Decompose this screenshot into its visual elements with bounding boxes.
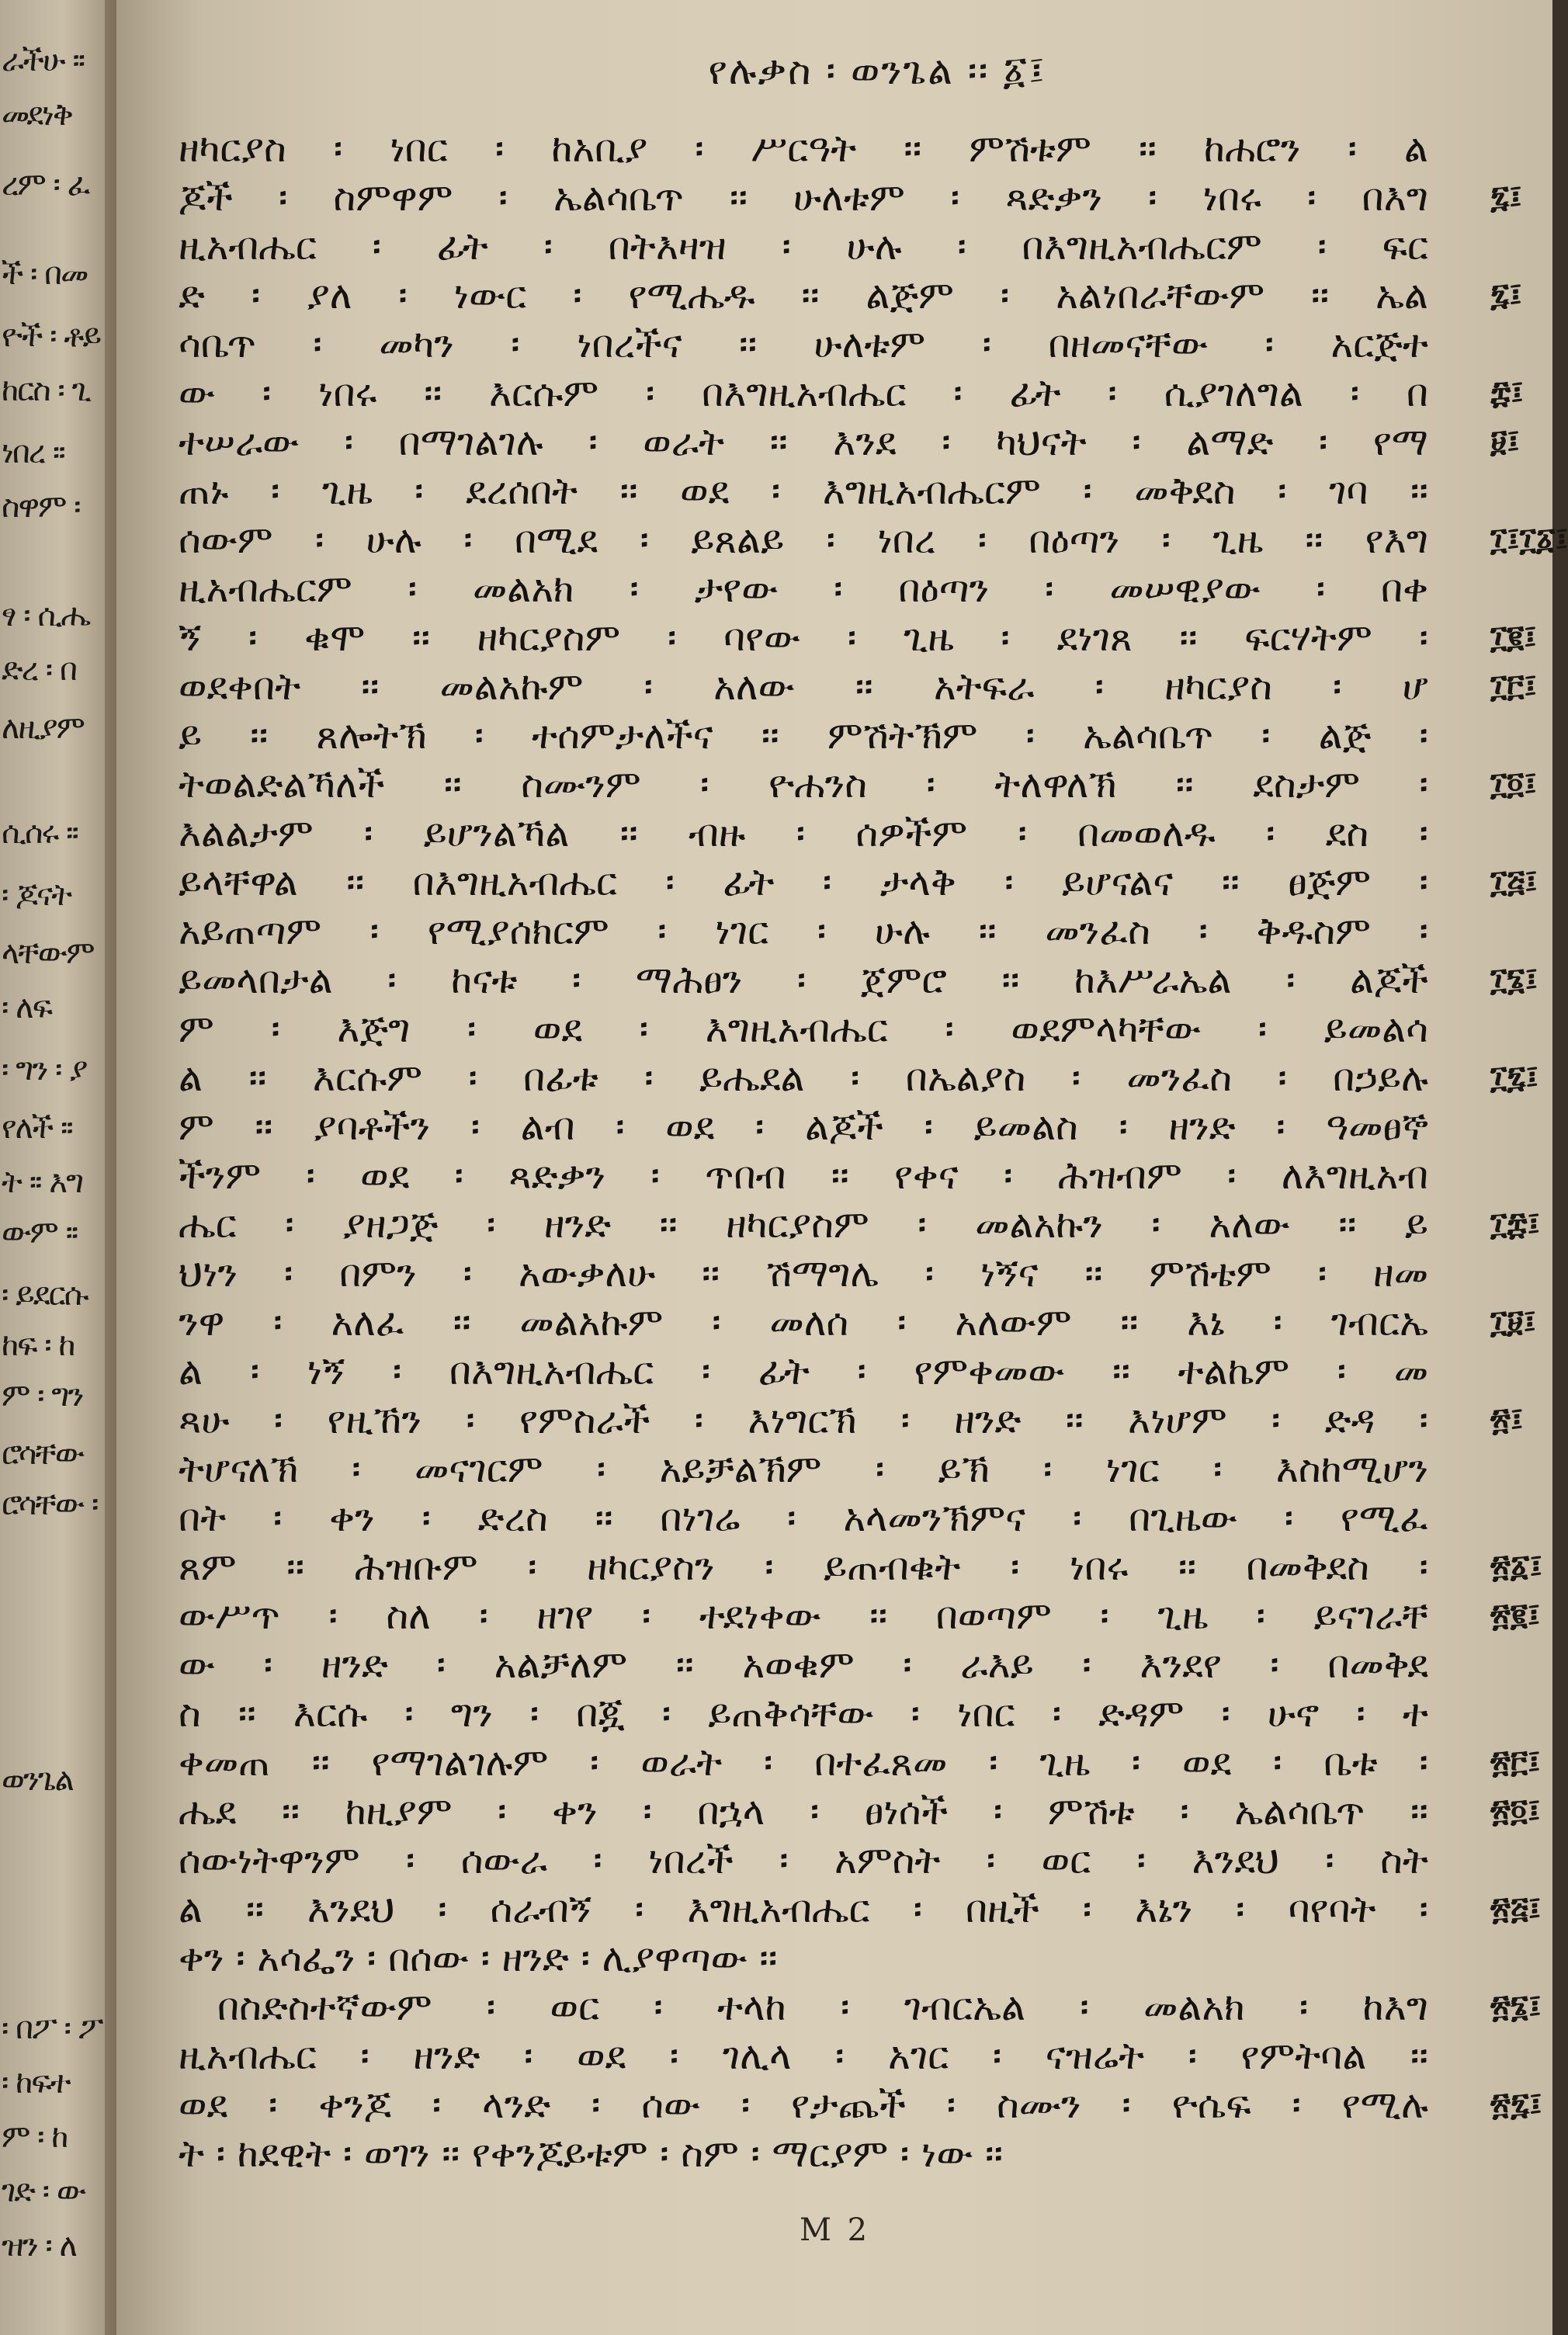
verse-number: ፲፪፤ [1490,619,1537,655]
verse-number: ፲፯፤ [1490,1060,1539,1095]
verse-number: ፯፤ [1490,277,1522,313]
facing-page-fragment: ም ፡ ግን [2,1378,83,1414]
verse-number: ፲፱፤ [1490,1304,1536,1340]
text-line: ሳቤጥ ፡ መካን ፡ ነበረችና ፡፡ ሁለቱም ፡ በዘመናቸው ፡ አርጅተ [179,322,1428,366]
facing-page-fragment: ረም ፡ ፈ [2,167,89,203]
verse-number: ፳፬፤ [1490,1793,1541,1829]
text-line: ጸም ፡፡ ሕዝቡም ፡ ዘካርያስን ፡ ይጠብቁት ፡ ነበሩ ፡፡ በመቅደስ ፡ [179,1545,1428,1589]
facing-page-fragment: ለዚያም [2,710,84,746]
facing-page-fragment: ራችሁ ፡፡ [2,43,85,78]
verse-number: ፲፫፤ [1490,668,1537,704]
text-line: ሰውም ፡ ሁሉ ፡ በሚደ ፡ ይጸልይ ፡ ነበረ ፡ በዕጣን ፡ ጊዜ ፡፡ የእግ [179,518,1428,562]
text-line: ል ፡፡ እንደህ ፡ ሰራብኝ ፡ እግዚአብሔር ፡ በዚች ፡ እኔን ፡ ባየባት ፡ [179,1887,1428,1931]
text-line: ችንም ፡ ወደ ፡ ጻድቃን ፡ ጥበብ ፡፡ የቀና ፡ ሕዝብም ፡ ለእግዚአብ [179,1154,1428,1198]
text-line: ተሠራው ፡ በማገልገሉ ፡ ወራት ፡፡ እንደ ፡ ካህናት ፡ ልማድ ፡ የማ [179,420,1428,464]
facing-page-fragment: ድረ ፡ በ [2,652,76,688]
text-line: ል ፡፡ እርሱም ፡ በፊቱ ፡ ይሔደል ፡ በኤልያስ ፡ መንፈስ ፡ በኃይሉ [179,1056,1428,1100]
text-line: ይ ፡፡ ጸሎትኽ ፡ ተሰምታለችና ፡፡ ምሽትኽም ፡ ኤልሳቤጥ ፡ ልጅ ፡ [179,713,1428,758]
facing-page-fragment: ት ፡፡ እግ [2,1164,83,1200]
verse-number: ፳፯፤ [1490,2087,1542,2122]
facing-page-fragment: ዮች ፡ ቶይ [2,318,101,354]
verse-number: ፳፮፤ [1490,1989,1542,2024]
text-line: ም ፡ እጅግ ፡ ወደ ፡ እግዚአብሔር ፡ ወደምላካቸው ፡ ይመልሳ [179,1007,1428,1051]
facing-page-fragment: ከርስ ፡ ጊ [2,373,91,408]
text-line: ሔር ፡ ያዘጋጅ ፡ ዘንድ ፡፡ ዘካርያስም ፡ መልአኩን ፡ አለው ፡፡ ይ [179,1202,1428,1247]
text-line: ው ፡ ነበሩ ፡፡ እርሱም ፡ በእግዚአብሔር ፡ ፊት ፡ ሲያገለግል ፡ በ [179,371,1428,415]
facing-page-fragment: ፡ ጆናት [2,877,71,913]
text-line: ሰውነትዋንም ፡ ሰውራ ፡ ነበረች ፡ አምስት ፡ ወር ፡ እንደህ ፡ ስት [179,1838,1428,1882]
text-line: ጠኑ ፡ ጊዜ ፡ ደረሰበት ፡፡ ወደ ፡ እግዚአብሔርም ፡ መቅደስ ፡ ገባ ፡፡ [179,469,1428,513]
text-line: እልልታም ፡ ይሆንልኻል ፡፡ ብዙ ፡ ሰዎችም ፡ በመወለዱ ፡ ደስ ፡ [179,811,1428,855]
facing-page-fragment: ሮሳቸው [2,1436,84,1472]
facing-page-fragment: ነበረ ፡፡ [2,435,64,470]
verse-number: ፳፩፤ [1490,1549,1542,1584]
verse-number: ፳፪፤ [1490,1598,1541,1633]
text-line: በስድስተኛውም ፡ ወር ፡ ተላከ ፡ ገብርኤል ፡ መልአክ ፡ ከእግ [217,1985,1428,2029]
facing-page-fragment: ላቸውም [2,935,94,971]
facing-page-fragment: ከፍ ፡ ከ [2,1327,75,1363]
text-line: ይላቸዋል ፡፡ በእግዚአብሔር ፡ ፊት ፡ ታላቅ ፡ ይሆናልና ፡፡ ፀጅም ፡ [179,860,1428,904]
verse-number: ፳፫፤ [1490,1744,1541,1780]
verse-number: ፳፤ [1490,1402,1524,1438]
text-line: ህነን ፡ በምን ፡ አውቃለሁ ፡፡ ሽማግሌ ፡ ነኝና ፡፡ ምሽቴም ፡ ዘመ [179,1251,1428,1296]
facing-page-fragment: ወንጌል [2,1762,73,1798]
text-line: ቀን ፡ አሳፌን ፡ በሰው ፡ ዘንድ ፡ ሊያዋጣው ፡፡ [179,1936,778,1980]
verse-number: ፰፤ [1490,375,1524,411]
verse-number: ፲፬፤ [1490,766,1537,802]
facing-page-fragment: ፡ ለፍ [2,990,52,1025]
facing-page-fragment: መደነቅ [2,97,72,133]
facing-page-fragment: ዝን ፡ ለ [2,2228,76,2264]
text-line: አይጠጣም ፡ የሚያሰክርም ፡ ነገር ፡ ሁሉ ፡፡ መንፈስ ፡ ቅዱስም ፡ [179,909,1428,953]
text-line: ትሆናለኽ ፡ መናገርም ፡ አይቻልኽም ፡ ይኽ ፡ ነገር ፡ እስከሚሆን [179,1447,1428,1491]
text-line: ውሥጥ ፡ ስለ ፡ ዘገየ ፡ ተደነቀው ፡፡ በወጣም ፡ ጊዜ ፡ ይናገራቸ [179,1594,1428,1638]
facing-page-fragment: ፡ በፖ ፡ ፖ [2,2011,102,2046]
verse-number: ፲፮፤ [1490,962,1538,997]
verse-number: ፲፰፤ [1490,1206,1540,1242]
book-page [116,0,1568,2335]
facing-page-fragment: ፡ ይደርሱ [2,1277,88,1313]
text-line: ዚአብሔር ፡ ዘንድ ፡ ወደ ፡ ገሊላ ፡ አገር ፡ ናዝሬት ፡ የምትባል ፡፡ [179,2034,1428,2078]
running-header: የሉቃስ ፡ ወንጌል ፡፡ ፩፤ [708,48,1046,93]
text-line: ዘካርያስ ፡ ነበር ፡ ከአቢያ ፡ ሥርዓት ፡፡ ምሽቱም ፡፡ ከሐሮን ፡ ል [179,127,1428,171]
text-line: በት ፡ ቀን ፡ ድረስ ፡፡ በነገሬ ፡ አላመንኽምና ፡ በጊዜው ፡ የሚፈ [179,1496,1428,1540]
text-line: ዚአብሔር ፡ ፊት ፡ በትእዛዝ ፡ ሁሉ ፡ በእግዚአብሔርም ፡ ፍር [179,224,1428,269]
verse-number: ፱፤ [1490,424,1520,460]
facing-page-fragment: ች ፡ በመ [2,256,88,292]
verse-number: ፳፭፤ [1490,1891,1542,1927]
text-line: ጆች ፡ ስምዋም ፡ ኤልሳቤጥ ፡፡ ሁለቱም ፡ ጻድቃን ፡ ነበሩ ፡ በእግ [179,175,1428,220]
text-line: ጻሁ ፡ የዚኸን ፡ የምስራች ፡ እነግርኽ ፡ ዘንድ ፡፡ እነሆም ፡ ድዳ ፡ [179,1398,1428,1442]
text-line: ቀመጠ ፡፡ የማገልገሉም ፡ ወራት ፡ በተፈጸመ ፡ ጊዜ ፡ ወደ ፡ ቤቱ ፡ [179,1740,1428,1785]
facing-page-fragment: ገድ ፡ ው [2,2174,85,2209]
facing-page-fragment: ፡ ግን ፡ ያ [2,1052,87,1088]
page-body [179,124,1568,2178]
text-line: ድ ፡ ያለ ፡ ነውር ፡ የሚሔዱ ፡፡ ልጅም ፡ አልነበራቸውም ፡፡ ኤል [179,273,1428,317]
text-line: ል ፡ ነኝ ፡ በእግዚአብሔር ፡ ፊት ፡ የምቀመው ፡፡ ተልኬም ፡ መ [179,1349,1428,1393]
verse-number: ፲፭፤ [1490,864,1538,900]
signature-mark: M 2 [800,2212,871,2248]
text-line: ዚአብሔርም ፡ መልአክ ፡ ታየው ፡ በዕጣን ፡ መሠዊያው ፡ በቀ [179,567,1428,611]
text-line: ት ፡ ከደዊት ፡ ወገን ፡፡ የቀንጆይቱም ፡ ስም ፡ ማርያም ፡ ነው ፡፡ [179,2132,1004,2176]
text-line: ወደ ፡ ቀንጆ ፡ ላንድ ፡ ሰው ፡ የታጨች ፡ ስሙን ፡ ዮሴፍ ፡ የሚሉ [179,2083,1428,2127]
facing-page-fragment: ም ፡ ከ [2,2119,68,2155]
text-line: ወደቀበት ፡፡ መልአኩም ፡ አለው ፡፡ አትፍራ ፡ ዘካርያስ ፡ ሆ [179,664,1428,709]
verse-number: ፯፤ [1490,179,1522,215]
text-line: ው ፡ ዘንድ ፡ አልቻለም ፡፡ አወቁም ፡ ራእይ ፡ እንደየ ፡ በመቅደ [179,1643,1428,1687]
facing-page [0,0,105,2335]
text-line: ኝ ፡ ቁሞ ፡፡ ዘካርያስም ፡ ባየው ፡ ጊዜ ፡ ደነገጸ ፡፡ ፍርሃትም ፡ [179,616,1428,660]
text-line: ስ ፡፡ እርሱ ፡ ግን ፡ በጇ ፡ ይጠቅሳቸው ፡ ነበር ፡ ድዳም ፡ ሁኖ ፡ ተ [179,1691,1428,1736]
facing-page-fragment: ፃ ፡ ሲሔ [2,598,90,633]
text-line: ይመላበታል ፡ ከናቱ ፡ ማሕፀን ፡ ጀምሮ ፡፡ ከእሥራኤል ፡ ልጆች [179,958,1428,1002]
verse-number: ፲፤፲፩፤ [1490,522,1568,557]
facing-page-fragment: ሲሰሩ ፡፡ [2,815,78,851]
text-line: ትወልድልኻለች ፡፡ ስሙንም ፡ ዮሐንስ ፡ ትለዋለኽ ፡፡ ደስታም ፡ [179,762,1428,807]
text-line: ሔደ ፡፡ ከዚያም ፡ ቀን ፡ በኋላ ፡ ፀነሰች ፡ ምሽቱ ፡ ኤልሳቤጥ ፡፡ [179,1789,1428,1834]
facing-page-fragment: ውም ፡፡ [2,1215,78,1251]
text-line: ም ፡፡ ያባቶችን ፡ ልብ ፡ ወደ ፡ ልጆች ፡ ይመልስ ፡ ዘንድ ፡ ዓመፀኞ [179,1105,1428,1149]
facing-page-fragment: ፡ ከፍተ [2,2065,70,2101]
text-line: ንዋ ፡ አለፈ ፡፡ መልአኩም ፡ መለሰ ፡ አለውም ፡፡ እኔ ፡ ገብርኤ [179,1300,1428,1344]
facing-page-fragment: የለች ፡፡ [2,1110,72,1146]
facing-page-fragment: ሮሳቸው ፡ [2,1487,98,1522]
facing-page-fragment: ስዋም ፡ [2,489,80,525]
